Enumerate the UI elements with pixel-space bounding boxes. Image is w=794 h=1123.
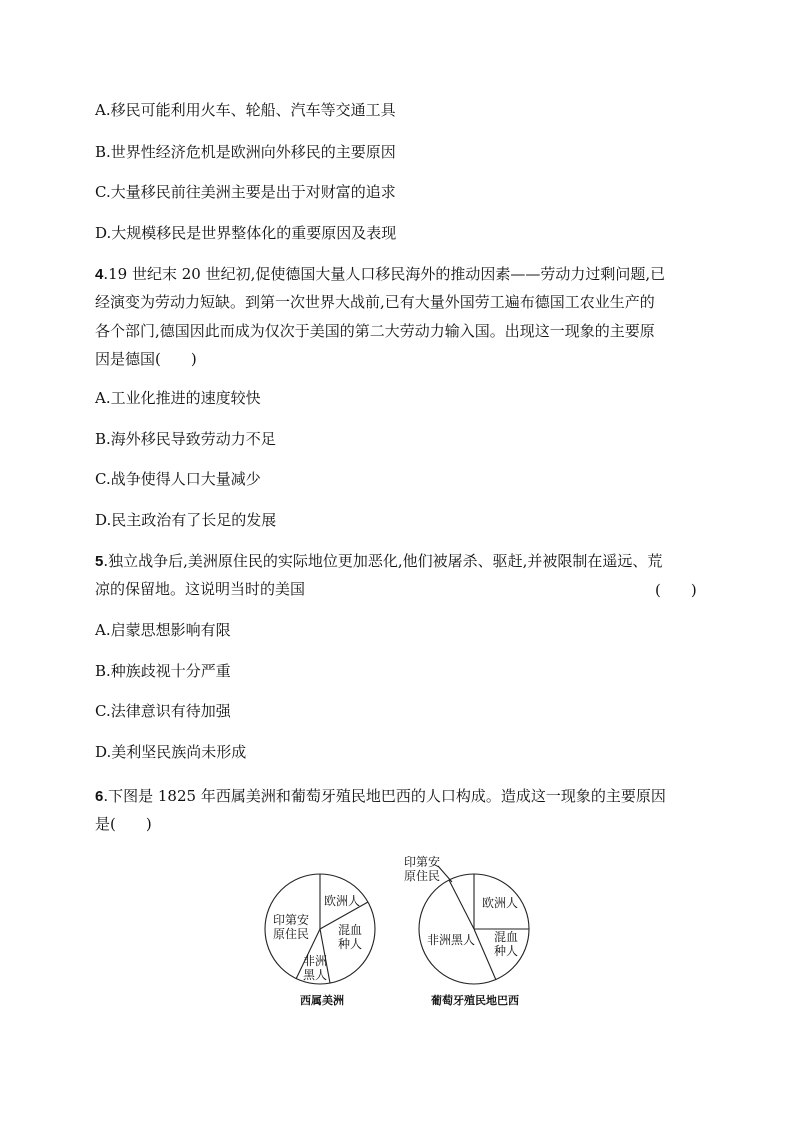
q4-stem-line2: 经演变为劳动力短缺。到第一次世界大战前,已有大量外国劳工遍布德国工农业生产的 xyxy=(95,293,655,311)
q3-option-b: B.世界性经济危机是欧洲向外移民的主要原因 xyxy=(95,143,396,161)
slice-label-native-2: 原住民 xyxy=(403,869,441,883)
q4-option-a: A.工业化推进的速度较快 xyxy=(95,389,261,407)
pie-labels-left xyxy=(273,894,362,1007)
q4-option-d: D.民主政治有了长足的发展 xyxy=(95,511,277,529)
q5-option-c: C.法律意识有待加强 xyxy=(95,702,231,720)
q6-stem-line2: 是( ) xyxy=(95,815,152,833)
q4-option-b: B.海外移民导致劳动力不足 xyxy=(95,430,276,448)
slice-label-mixed-1: 混血 xyxy=(337,923,363,937)
q6-number: 6 xyxy=(95,788,104,805)
q6-stem-line1: 6.下图是 1825 年西属美洲和葡萄牙殖民地巴西的人口构成。造成这一现象的主要原因 xyxy=(95,787,666,805)
pie-labels-right xyxy=(404,854,519,1007)
slice-divider xyxy=(449,880,474,929)
slice-label-mixed-2: 种人 xyxy=(337,937,363,951)
q5-option-a: A.启蒙思想影响有限 xyxy=(95,621,231,639)
q5-answer-paren: ( ) xyxy=(655,581,697,599)
q5-stem-line2: 凉的保留地。这说明当时的美国 xyxy=(95,580,306,598)
pie-caption-left: 西属美洲 xyxy=(300,994,344,1007)
pie-chart-brazil xyxy=(419,866,529,984)
slice-label-african: 非洲黑人 xyxy=(426,933,476,947)
q5-option-b: B.种族歧视十分严重 xyxy=(95,662,231,680)
q3-option-d: D.大规模移民是世界整体化的重要原因及表现 xyxy=(95,224,397,242)
q4-stem-line4: 因是德国( ) xyxy=(95,350,197,368)
slice-label-mixed-2: 种人 xyxy=(493,944,519,958)
q4-stem-line1: 4.19 世纪末 20 世纪初,促使德国大量人口移民海外的推动因素——劳动力过剩问题,已 xyxy=(95,265,666,283)
callout-leader-native xyxy=(438,866,452,882)
q4-option-c: C.战争使得人口大量减少 xyxy=(95,470,261,488)
q3-option-c: C.大量移民前往美洲主要是出于对财富的追求 xyxy=(95,183,396,201)
slice-label-african-2: 黑人 xyxy=(302,968,328,982)
slice-label-native-2: 原住民 xyxy=(272,927,310,941)
pie-caption-right: 葡萄牙殖民地巴西 xyxy=(431,994,519,1007)
q5-stem-line1: 5.独立战争后,美洲原住民的实际地位更加恶化,他们被屠杀、驱赶,并被限制在遥远、荒 xyxy=(95,552,663,570)
slice-label-native-1: 印第安 xyxy=(403,855,441,869)
q5-option-d: D.美利坚民族尚未形成 xyxy=(95,743,247,761)
slice-label-native-1: 印第安 xyxy=(272,913,310,927)
q5-number: 5 xyxy=(95,553,104,570)
slice-divider xyxy=(474,929,496,980)
q4-number: 4 xyxy=(95,266,104,283)
slice-label-europeans: 欧洲人 xyxy=(481,896,519,910)
slice-label-african-1: 非洲 xyxy=(302,954,328,968)
slice-label-europeans: 欧洲人 xyxy=(323,894,361,908)
q3-option-a: A.移民可能利用火车、轮船、汽车等交通工具 xyxy=(95,101,396,119)
slice-label-mixed-1: 混血 xyxy=(493,930,519,944)
q4-stem-line3: 各个部门,德国因此而成为仅次于美国的第二大劳动力输入国。出现这一现象的主要原 xyxy=(95,322,655,340)
